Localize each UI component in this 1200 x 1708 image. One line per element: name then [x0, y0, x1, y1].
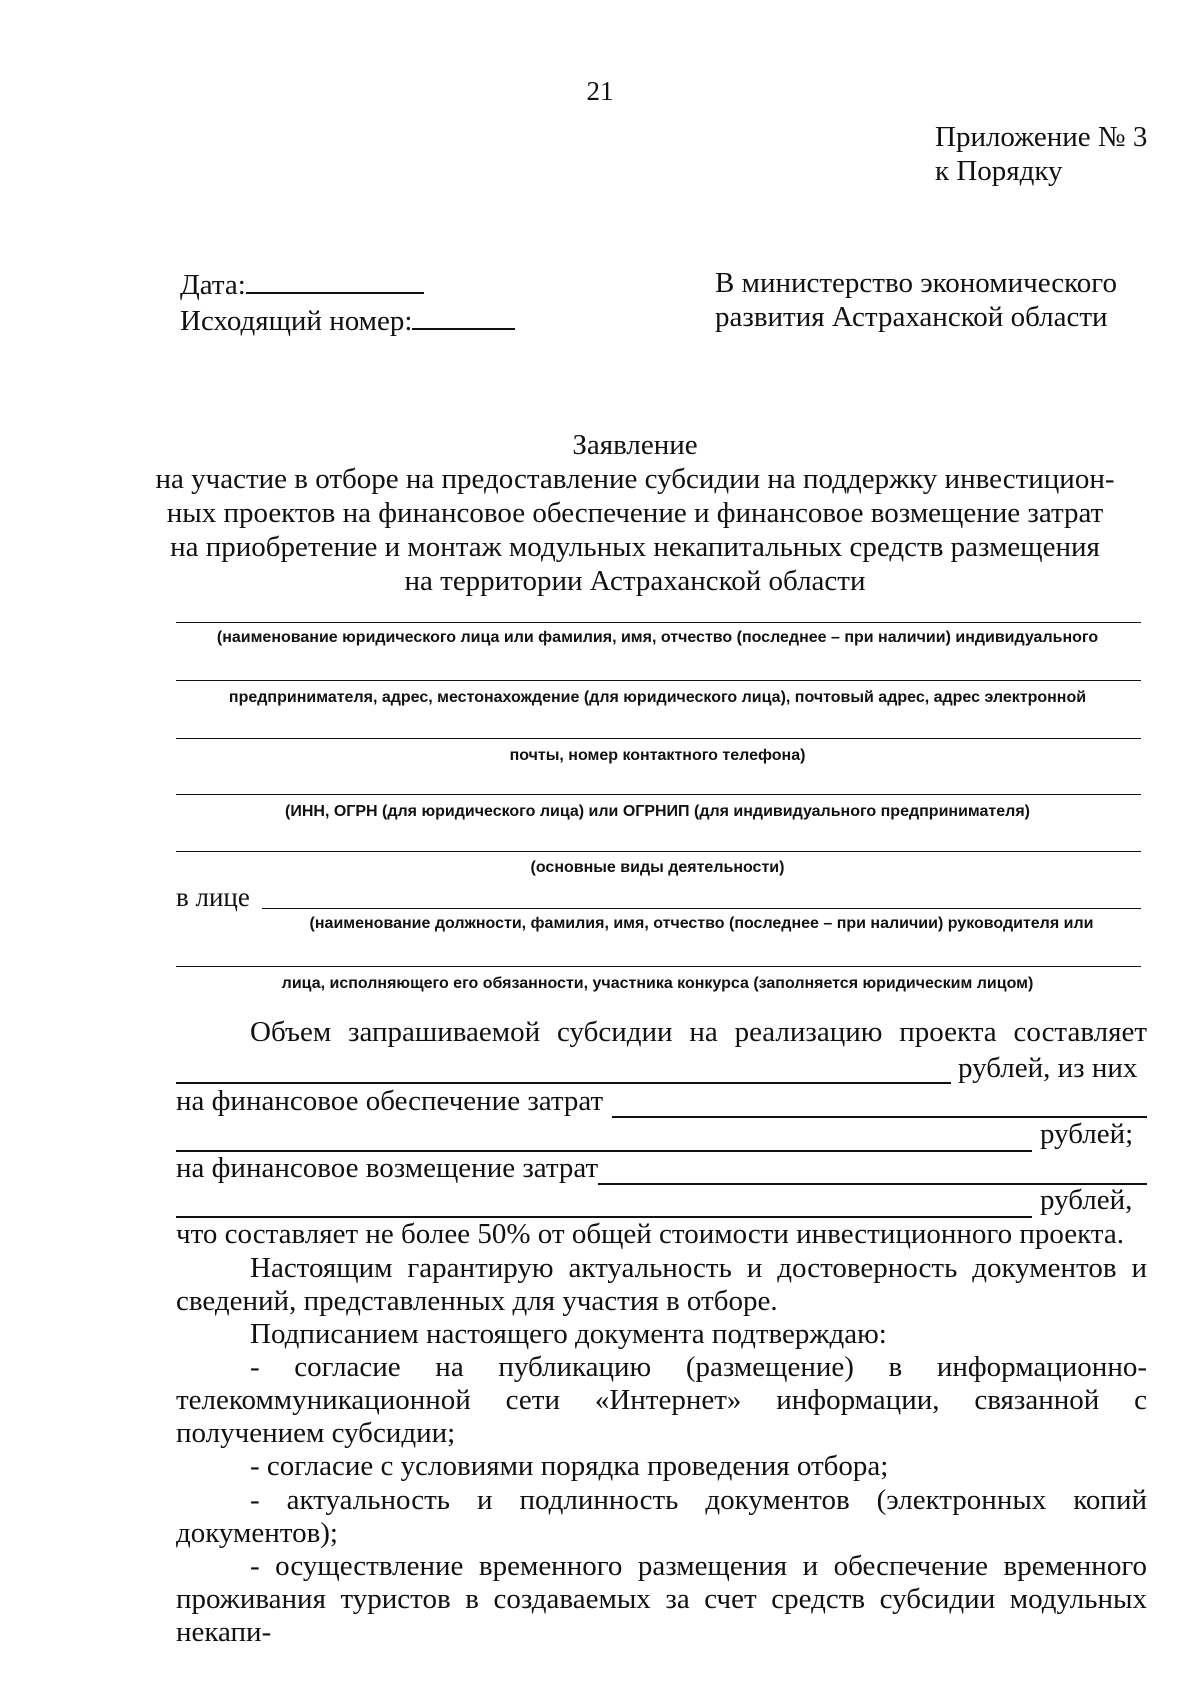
signing-intro: Подписанием настоящего документа подтверждаю: — [250, 1318, 887, 1350]
outgoing-number-label: Исходящий номер: — [180, 305, 413, 337]
caption-representative-extra: лица, исполняющего его обязанности, участника конкурса (заполняется юридическим лицом) — [281, 975, 1034, 992]
representative-field[interactable] — [262, 908, 1141, 909]
document-title — [150, 428, 1120, 598]
date-field[interactable] — [246, 266, 424, 294]
date-row — [180, 266, 515, 302]
representative-extra-field[interactable] — [176, 966, 1141, 967]
caption-activities: (основные виды деятельности) — [530, 859, 785, 876]
date-label: Дата: — [180, 269, 246, 301]
activities-field[interactable] — [176, 851, 1141, 852]
addressee — [715, 266, 1117, 334]
page-number: 21 — [586, 76, 614, 106]
guarantee-paragraph: Настоящим гарантирую актуальность и достоверность документов и сведений, представленных для участия в отборе. — [176, 1252, 1147, 1317]
subsidy-total-field[interactable] — [176, 1082, 951, 1084]
title-line: на приобретение и монтаж модульных некапитальных средств размещения — [170, 531, 1100, 563]
in-person-label: в лице — [176, 882, 250, 912]
addressee-line-2: развития Астраханской области — [715, 301, 1108, 333]
title-line: на территории Астраханской области — [404, 565, 866, 597]
caption-tax-ids: (ИНН, ОГРН (для юридического лица) или ОГРНИП (для индивидуального предпринимателя) — [285, 803, 1030, 820]
subsidy-amount-intro: Объем запрашиваемой субсидии на реализацию проекта составляет — [250, 1016, 1147, 1048]
title-line: ных проектов на финансовое обеспечение и финансовое возмещение затрат — [166, 497, 1104, 529]
tax-ids-field[interactable] — [176, 794, 1141, 795]
caption-applicant-contact: почты, номер контактного телефона) — [509, 747, 806, 764]
appendix-line-2: к Порядку — [935, 155, 1063, 187]
confirmation-item-conditions: - согласие с условиями порядка проведения отбора; — [250, 1450, 889, 1482]
appendix-reference — [935, 120, 1147, 188]
addressee-line-1: В министерство экономического — [715, 267, 1117, 299]
applicant-address-field[interactable] — [176, 680, 1141, 681]
applicant-contact-field[interactable] — [176, 738, 1141, 739]
caption-representative: (наименование должности, фамилия, имя, отчество (последнее – при наличии) руководителя или — [309, 915, 1094, 932]
reimbursement-label: на финансовое возмещение затрат — [176, 1152, 599, 1184]
outgoing-details — [180, 266, 515, 338]
outgoing-number-row — [180, 302, 515, 338]
applicant-name-field[interactable] — [176, 622, 1141, 623]
title-line: на участие в отборе на предоставление субсидии на поддержку инвестицион- — [155, 463, 1115, 495]
confirmation-item-publication: - согласие на публикацию (размещение) в информационно-телекоммуникационной сети «Интернет» информации, связанной с получением субсидии; — [176, 1351, 1147, 1449]
confirmation-item-accommodation: - осуществление временного размещения и обеспечение временного проживания туристов в создаваемых за счет средств субсидии модульных некапи- — [176, 1550, 1147, 1648]
financing-label: на финансовое обеспечение затрат — [176, 1085, 604, 1117]
caption-applicant-name: (наименование юридического лица или фамилия, имя, отчество (последнее – при наличии) индивидуального — [216, 629, 1099, 646]
title-heading: Заявление — [572, 429, 698, 461]
rubles-of-them: рублей, из них — [958, 1052, 1138, 1084]
rubles-2: рублей, — [1040, 1184, 1133, 1216]
confirmation-item-authenticity: - актуальность и подлинность документов (электронных копий документов); — [176, 1484, 1147, 1549]
appendix-line-1: Приложение № 3 — [935, 121, 1148, 153]
rubles-1: рублей; — [1040, 1118, 1134, 1150]
percent-statement: что составляет не более 50% от общей стоимости инвестиционного проекта. — [176, 1218, 1124, 1250]
outgoing-number-field[interactable] — [412, 302, 515, 330]
caption-applicant-address: предпринимателя, адрес, местонахождение (для юридического лица), почтовый адрес, адрес электронной — [228, 689, 1087, 706]
